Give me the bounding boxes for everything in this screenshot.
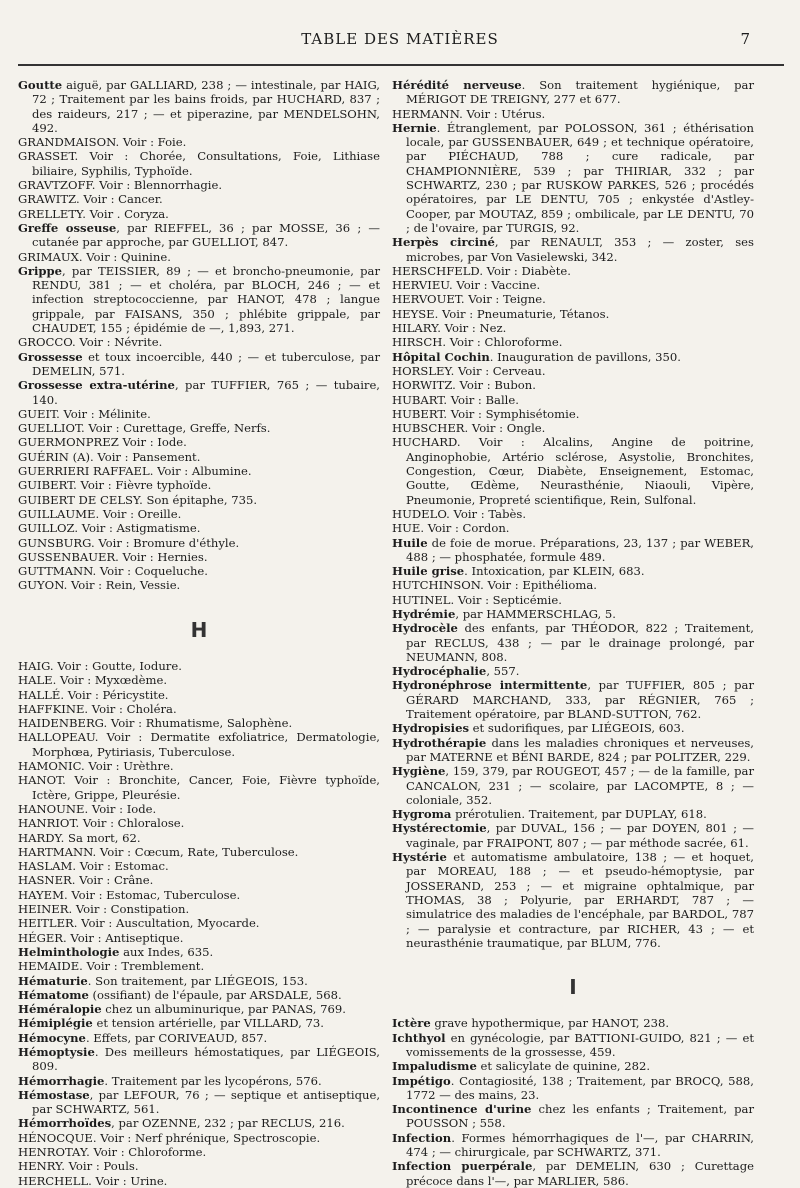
- entry-text: (ossifiant) de l'épaule, par ARSDALE, 568.: [88, 987, 342, 1002]
- entry-text: GUERRIERI RAFFAEL. Voir : Albumine.: [18, 464, 252, 479]
- section-letter-i: I: [569, 975, 577, 1000]
- index-entry: [392, 564, 754, 578]
- entry-text: HERVIEU. Voir : Vaccine.: [392, 278, 541, 293]
- index-entry: [392, 821, 754, 850]
- entry-heading: Hygiène: [392, 764, 446, 779]
- entry-text: HALLÉ. Voir : Péricystite.: [18, 687, 169, 702]
- entry-text: HANRIOT. Voir : Chloralose.: [18, 816, 185, 831]
- index-entry: [392, 536, 754, 565]
- entry-heading: Hydrocéphalie: [392, 664, 487, 679]
- entry-text: GRANDMAISON. Voir : Foie.: [18, 135, 187, 150]
- entry-heading: Hydrothérapie: [392, 735, 487, 750]
- index-entry: [18, 845, 380, 859]
- entry-text: HALLOPEAU. Voir : Dermatite exfoliatrice, Dermatologie, Morphœa, Pytiriasis, Tuberculose.: [18, 730, 380, 759]
- index-entry: [18, 550, 380, 564]
- entry-text: , par DUVAL, 156 ; — par DOYEN, 801 ; — vaginale, par FRAIPONT, 807 ; — par méthode sacrée, 61.: [406, 821, 754, 850]
- entry-text: HANOT. Voir : Bronchite, Cancer, Foie, Fièvre typhoïde, Ictère, Grippe, Pleurésie.: [18, 773, 380, 802]
- index-entry: [392, 364, 754, 378]
- entry-text: GUTTMANN. Voir : Coqueluche.: [18, 564, 208, 579]
- entry-heading: Infection: [392, 1130, 452, 1145]
- entry-text: des enfants, par THÉODOR, 822 ; Traitement, par RECLUS, 438 ; — par le drainage prolongé, par NEUMANN, 808.: [406, 621, 754, 664]
- index-entry: [18, 1145, 380, 1159]
- entry-text: prérotulien. Traitement, par DUPLAY, 618.: [451, 807, 707, 822]
- index-entry: [18, 378, 380, 407]
- entry-heading: Hydronéphrose intermittente: [392, 678, 588, 693]
- index-entry: [392, 1074, 754, 1103]
- entry-text: . Des meilleurs hémostatiques, par LIÉGEOIS, 809.: [32, 1045, 380, 1074]
- index-entry: [18, 716, 380, 730]
- index-entry: [18, 1002, 380, 1016]
- index-entry: [18, 478, 380, 492]
- index-entry: [392, 764, 754, 807]
- index-entry: [18, 931, 380, 945]
- index-entry: [392, 1031, 754, 1060]
- entry-text: GUIBERT. Voir : Fièvre typhoïde.: [18, 478, 212, 493]
- index-entry: [18, 773, 380, 802]
- entry-heading: Infection puerpérale: [392, 1159, 533, 1174]
- index-entry: [18, 350, 380, 379]
- entry-text: HUBART. Voir : Balle.: [392, 392, 519, 407]
- entry-heading: Hernie: [392, 120, 437, 135]
- index-entry: [392, 807, 754, 821]
- entry-heading: Hémiplégie: [18, 1016, 93, 1031]
- index-entry: [392, 264, 754, 278]
- index-entry: [18, 178, 380, 192]
- entry-text: et sudorifiques, par LIÉGEOIS, 603.: [468, 721, 685, 736]
- index-entry: [392, 407, 754, 421]
- entry-text: HORWITZ. Voir : Bubon.: [392, 378, 536, 393]
- entry-heading: Hydrémie: [392, 606, 456, 621]
- entry-text: HUTCHINSON. Voir : Epithélioma.: [392, 578, 597, 593]
- index-entry: [392, 1159, 754, 1188]
- entry-text: GUNSBURG. Voir : Bromure d'éthyle.: [18, 535, 240, 550]
- entry-heading: Héméralopie: [18, 1002, 102, 1017]
- g-entries: [18, 78, 380, 593]
- entry-text: et automatisme ambulatoire, 138 ; — et hoquet, par MOREAU, 188 ; — et pseudo-hémoptysie, par JOSSERAND, 253 ; — et migraine ophtalmique, par THOMAS, 38 ; Polyurie, par ERHARDT, 787 ; — simulatrice des maladies de l'encéphale, par BARDOL, 787 ; — paralysie et contracture, par RICHER, 43 ; — et neurasthénie traumatique, par BLUM, 776.: [406, 850, 754, 950]
- entry-heading: Hématome: [18, 987, 89, 1002]
- entry-text: HUE. Voir : Cordon.: [392, 521, 510, 536]
- entry-text: GUILLOZ. Voir : Astigmatisme.: [18, 521, 201, 536]
- entry-heading: Impaludisme: [392, 1059, 477, 1074]
- index-entry: [392, 78, 754, 107]
- entry-text: . Son traitement, par LIÉGEOIS, 153.: [87, 973, 308, 988]
- entry-heading: Hystérectomie: [392, 821, 487, 836]
- index-entry: [392, 578, 754, 592]
- index-entry: [18, 802, 380, 816]
- entry-text: HERCHELL. Voir : Urine.: [18, 1173, 168, 1188]
- entry-text: , par RENAULT, 353 ; — zoster, ses microbes, par Von Vasielewski, 342.: [406, 235, 754, 264]
- index-entry: [18, 688, 380, 702]
- index-entry: [392, 1059, 754, 1073]
- h-entries: [18, 659, 380, 1188]
- entry-text: GUEIT. Voir : Mélinite.: [18, 406, 151, 421]
- index-entry: [18, 1116, 380, 1130]
- left-column: [18, 78, 380, 1188]
- index-entry: [392, 621, 754, 664]
- entry-text: , 159, 379, par ROUGEOT, 457 ; — de la famille, par CANCALON, 231 ; — scolaire, par LACOMPTE, 8 ; — coloniale, 352.: [406, 764, 754, 807]
- entry-heading: Hérédité nerveuse: [392, 78, 522, 92]
- index-entry: [18, 759, 380, 773]
- index-entry: [18, 192, 380, 206]
- index-entry: [392, 435, 754, 506]
- h-entries-continued: [392, 78, 754, 950]
- index-entry: [18, 435, 380, 449]
- index-entry: [392, 678, 754, 721]
- entry-text: GRASSET. Voir : Chorée, Consultations, Foie, Lithiase biliaire, Syphilis, Typhoïde.: [18, 149, 380, 178]
- entry-text: GUILLAUME. Voir : Oreille.: [18, 506, 182, 521]
- entry-text: , par TUFFIER, 805 ; par GÉRARD MARCHAND, 333, par RÉGNIER, 765 ; Traitement opératoire, par BLAND-SUTTON, 762.: [406, 678, 755, 722]
- entry-text: GUIBERT DE CELSY. Son épitaphe, 735.: [18, 492, 258, 507]
- entry-heading: Hôpital Cochin: [392, 349, 490, 364]
- entry-text: GRAWITZ. Voir : Cancer.: [18, 192, 163, 207]
- entry-text: HUTINEL. Voir : Septicémie.: [392, 592, 562, 607]
- index-entry: [392, 350, 754, 364]
- entry-heading: Hystérie: [392, 850, 447, 865]
- index-entry: [392, 378, 754, 392]
- index-entry: [18, 135, 380, 149]
- entry-text: et toux incoercible, 440 ; — et tuberculose, par DEMELIN, 571.: [32, 349, 380, 378]
- entry-heading: Greffe osseuse: [18, 220, 117, 235]
- section-letter-h: H: [190, 617, 208, 642]
- index-entry: [18, 493, 380, 507]
- index-entry: [18, 1088, 380, 1117]
- entry-heading: Huile grise: [392, 564, 465, 579]
- entry-heading: Grossesse: [18, 349, 83, 364]
- right-column: [392, 78, 754, 1188]
- entry-text: HEINER. Voir : Constipation.: [18, 902, 190, 917]
- index-entry: [392, 507, 754, 521]
- entry-text: HERVOUET. Voir : Teigne.: [392, 292, 546, 307]
- entry-text: HAIG. Voir : Goutte, Iodure.: [18, 658, 182, 673]
- index-entry: [18, 1074, 380, 1088]
- entry-heading: Hémocyne: [18, 1030, 86, 1045]
- index-entry: [18, 578, 380, 592]
- index-entry: [18, 250, 380, 264]
- entry-text: HAMONIC. Voir : Urèthre.: [18, 759, 174, 774]
- entry-text: HERMANN. Voir : Utérus.: [392, 106, 546, 121]
- index-entry: [392, 521, 754, 535]
- entry-heading: Hémoptysie: [18, 1045, 95, 1059]
- i-entries: [392, 1016, 754, 1188]
- header-rule: [18, 64, 784, 66]
- entry-heading: Impétigo: [392, 1073, 451, 1088]
- entry-text: GRAVTZOFF. Voir : Blennorrhagie.: [18, 178, 223, 193]
- entry-text: aiguë, par GALLIARD, 238 ; — intestinale, par HAIG, 72 ; Traitement par les bains froids, par HUCHARD, 837 ; des raideurs, 217 ; — et piperazine, par MENDELSOHN, 492.: [32, 78, 380, 135]
- index-entry: [392, 850, 754, 950]
- index-entry: [18, 536, 380, 550]
- index-entry: [392, 421, 754, 435]
- entry-text: et salicylate de quinine, 282.: [476, 1059, 651, 1074]
- index-entry: [392, 1016, 754, 1030]
- index-entry: [392, 321, 754, 335]
- entry-text: GUSSENBAUER. Voir : Hernies.: [18, 549, 208, 564]
- entry-heading: Ichthyol: [392, 1030, 446, 1045]
- index-entry: [18, 1045, 380, 1074]
- entry-heading: Hématurie: [18, 973, 88, 988]
- entry-heading: Grossesse extra-utérine: [18, 378, 175, 393]
- entry-text: en gynécologie, par BATTIONI-GUIDO, 821 ; — et vomissements de la grossesse, 459.: [406, 1030, 754, 1059]
- entry-heading: Hydrocèle: [392, 621, 458, 636]
- entry-heading: Hygroma: [392, 807, 452, 822]
- index-entry: [18, 859, 380, 873]
- entry-text: HENRY. Voir : Pouls.: [18, 1159, 139, 1174]
- entry-text: HALE. Voir : Myxœdème.: [18, 673, 168, 688]
- entry-text: . Inauguration de pavillons, 350.: [489, 349, 681, 364]
- index-entry: [18, 564, 380, 578]
- index-entry: [18, 207, 380, 221]
- entry-text: aux Indes, 635.: [119, 944, 214, 959]
- entry-text: HUBSCHER. Voir : Ongle.: [392, 421, 546, 436]
- index-entry: [392, 235, 754, 264]
- entry-text: , par RIEFFEL, 36 ; par MOSSE, 36 ; — cutanée par approche, par GUELLIOT, 847.: [32, 220, 381, 250]
- entry-text: HASLAM. Voir : Estomac.: [18, 859, 169, 874]
- entry-heading: Ictère: [392, 1016, 431, 1031]
- entry-text: GUELLIOT. Voir : Curettage, Greffe, Nerfs.: [18, 421, 271, 436]
- index-entry: [392, 121, 754, 235]
- index-entry: [392, 721, 754, 735]
- entry-text: HUDELO. Voir : Tabès.: [392, 506, 527, 521]
- index-entry: [18, 149, 380, 178]
- index-entry: [18, 831, 380, 845]
- index-entry: [18, 464, 380, 478]
- index-entry: [392, 607, 754, 621]
- entry-text: . Intoxication, par KLEIN, 683.: [464, 564, 645, 579]
- entry-text: . Formes hémorrhagiques de l'—, par CHARRIN, 474 ; — chirurgicale, par SCHWARTZ, 371.: [406, 1130, 754, 1160]
- entry-text: dans les maladies chroniques et nerveuses, par MATERNE et BÉNI BARDE, 824 ; par POLITZER, 229.: [406, 735, 754, 764]
- index-entry: [18, 1174, 380, 1188]
- index-entry: [18, 1031, 380, 1045]
- entry-text: . Traitement par les lycopérons, 576.: [104, 1073, 322, 1088]
- index-entry: [18, 816, 380, 830]
- index-entry: [18, 988, 380, 1002]
- entry-text: HILARY. Voir : Nez.: [392, 321, 507, 336]
- entry-text: HÉGER. Voir : Antiseptique.: [18, 930, 184, 945]
- index-entry: [18, 673, 380, 687]
- entry-heading: Hémostase: [18, 1087, 90, 1102]
- entry-heading: Helminthologie: [18, 944, 120, 959]
- index-entry: [392, 107, 754, 121]
- entry-text: HARTMANN. Voir : Cœcum, Rate, Tuberculose.: [18, 844, 299, 859]
- entry-heading: Incontinence d'urine: [392, 1102, 532, 1117]
- entry-text: , par LEFOUR, 76 ; — septique et antiseptique, par SCHWARTZ, 561.: [32, 1087, 380, 1117]
- entry-text: HÉNOCQUE. Voir : Nerf phrénique, Spectroscopie.: [18, 1130, 321, 1145]
- index-entry: [18, 1131, 380, 1145]
- entry-text: HUBERT. Voir : Symphisétomie.: [392, 406, 580, 421]
- entry-text: et tension artérielle, par VILLARD, 73.: [92, 1016, 324, 1031]
- entry-text: grave hypothermique, par HANOT, 238.: [430, 1016, 670, 1031]
- entry-text: de foie de morue. Préparations, 23, 137 ; par WEBER, 488 ; — phosphatée, formule 489.: [406, 535, 754, 564]
- entry-text: HAIDENBERG. Voir : Rhumatisme, Salophène.: [18, 716, 293, 731]
- entry-text: , par OZENNE, 232 ; par RECLUS, 216.: [111, 1116, 345, 1131]
- index-entry: [18, 521, 380, 535]
- index-entry: [392, 278, 754, 292]
- index-entry: [18, 264, 380, 335]
- index-entry: [18, 945, 380, 959]
- entry-text: GUÉRIN (A). Voir : Pansement.: [18, 449, 201, 464]
- index-entry: [18, 1016, 380, 1030]
- entry-heading: Huile: [392, 535, 428, 550]
- entry-heading: Hémorrhoïdes: [18, 1116, 112, 1131]
- entry-text: HEYSE. Voir : Pneumaturie, Tétanos.: [392, 306, 610, 321]
- entry-text: HIRSCH. Voir : Chloroforme.: [392, 335, 563, 350]
- entry-text: , par TUFFIER, 765 ; — tubaire, 140.: [32, 378, 380, 407]
- entry-heading: Hémorrhagie: [18, 1073, 105, 1088]
- entry-text: GRIMAUX. Voir : Quinine.: [18, 249, 171, 264]
- entry-text: HUCHARD. Voir : Alcalins, Angine de poitrine, Anginophobie, Artério sclérose, Asystolie, Bronchites, Congestion, Cœur, Diabète, Enseignement, Estomac, Goutte, Œdème, Neurasthénie, Niaouli, Vipère, Pneumonie, Propreté scientifique, Rein, Sulfonal.: [392, 435, 754, 507]
- index-entry: [18, 730, 380, 759]
- index-entry: [392, 393, 754, 407]
- entry-text: . Son traitement hygiénique, par MÉRIGOT DE TREIGNY, 277 et 677.: [406, 78, 754, 107]
- entry-text: HAYEM. Voir : Estomac, Tuberculose.: [18, 887, 241, 902]
- entry-text: GUYON. Voir : Rein, Vessie.: [18, 578, 181, 593]
- index-entry: [18, 659, 380, 673]
- index-entry: [392, 664, 754, 678]
- index-entry: [18, 974, 380, 988]
- index-entry: [18, 888, 380, 902]
- index-entry: [18, 702, 380, 716]
- index-entry: [392, 593, 754, 607]
- entry-text: HERSCHFELD. Voir : Diabète.: [392, 263, 571, 278]
- index-entry: [18, 1159, 380, 1173]
- entry-text: , par HAMMERSCHLAG, 5.: [455, 606, 616, 621]
- entry-heading: Grippe: [18, 263, 63, 278]
- entry-text: HORSLEY. Voir : Cerveau.: [392, 363, 546, 378]
- entry-text: chez un albuminurique, par PANAS, 769.: [101, 1002, 346, 1017]
- index-entry: [18, 916, 380, 930]
- index-entry: [18, 421, 380, 435]
- entry-text: HENROTAY. Voir : Chloroforme.: [18, 1145, 207, 1160]
- index-entry: [392, 1131, 754, 1160]
- entry-text: HEMAIDE. Voir : Tremblement.: [18, 959, 205, 974]
- page-title: TABLE DES MATIÈRES: [301, 30, 499, 48]
- entry-text: . Contagiosité, 138 ; Traitement, par BROCQ, 588, 1772 — des mains, 23.: [406, 1073, 754, 1102]
- index-entry: [392, 736, 754, 765]
- entry-text: , par DEMELIN, 630 ; Curettage précoce dans l'—, par MARLIER, 586.: [406, 1159, 754, 1188]
- index-entry: [392, 307, 754, 321]
- entry-heading: Hydropisies: [392, 721, 469, 736]
- index-entry: [18, 407, 380, 421]
- entry-text: , par TEISSIER, 89 ; — et broncho-pneumonie, par RENDU, 381 ; — et choléra, par BLOCH, 246 ; — et infection streptococcienne, par HANOT, 478 ; langue grippale, par FAISANS, 350 ; phlébite grippale, par CHAUDET, 155 ; épidémie de —, 1,893, 271.: [32, 263, 380, 336]
- entry-heading: Goutte: [18, 78, 63, 92]
- page-header: [0, 30, 800, 54]
- index-entry: [18, 902, 380, 916]
- index-entry: [18, 221, 380, 250]
- entry-heading: Herpès circiné: [392, 235, 495, 250]
- entry-text: . Étranglement, par POLOSSON, 361 ; éthérisation locale, par GUSSENBAUER, 649 ; et technique opératoire, par PIÉCHAUD, 788 ; cure radicale, par CHAMPIONNIÈRE, 539 ; par THIRIAR, 332 ; par SCHWARTZ, 230 ; par RUSKOW PARKES, 526 ; procédés opératoires, par LE DENTU, 705 ; enkystée d'Astley-Cooper, par MOUTAZ, 859 ; ombilicale, par LE DENTU, 70 ; de l'ovaire, par TURGIS, 92.: [406, 120, 754, 235]
- entry-text: chez les enfants ; Traitement, par POUSSON ; 558.: [406, 1102, 754, 1131]
- entry-text: , 557.: [486, 664, 520, 679]
- entry-text: GROCCO. Voir : Névrite.: [18, 335, 163, 350]
- entry-text: HANOUNE. Voir : Iode.: [18, 801, 157, 816]
- entry-text: HARDY. Sa mort, 62.: [18, 830, 141, 845]
- index-entry: [18, 873, 380, 887]
- index-entry: [18, 450, 380, 464]
- entry-text: HAFFKINE. Voir : Choléra.: [18, 701, 177, 716]
- entry-text: HASNER. Voir : Crâne.: [18, 873, 154, 888]
- index-entry: [392, 292, 754, 306]
- index-entry: [18, 959, 380, 973]
- entry-text: GRELLETY. Voir . Coryza.: [18, 206, 169, 221]
- index-entry: [392, 335, 754, 349]
- index-entry: [18, 507, 380, 521]
- index-entry: [18, 335, 380, 349]
- entry-text: GUERMONPREZ Voir : Iode.: [18, 435, 187, 450]
- page-number: 7: [740, 30, 750, 48]
- index-entry: [392, 1102, 754, 1131]
- entry-text: HEITLER. Voir : Auscultation, Myocarde.: [18, 916, 260, 931]
- entry-text: . Effets, par CORIVEAUD, 857.: [85, 1030, 268, 1045]
- index-entry: [18, 78, 380, 135]
